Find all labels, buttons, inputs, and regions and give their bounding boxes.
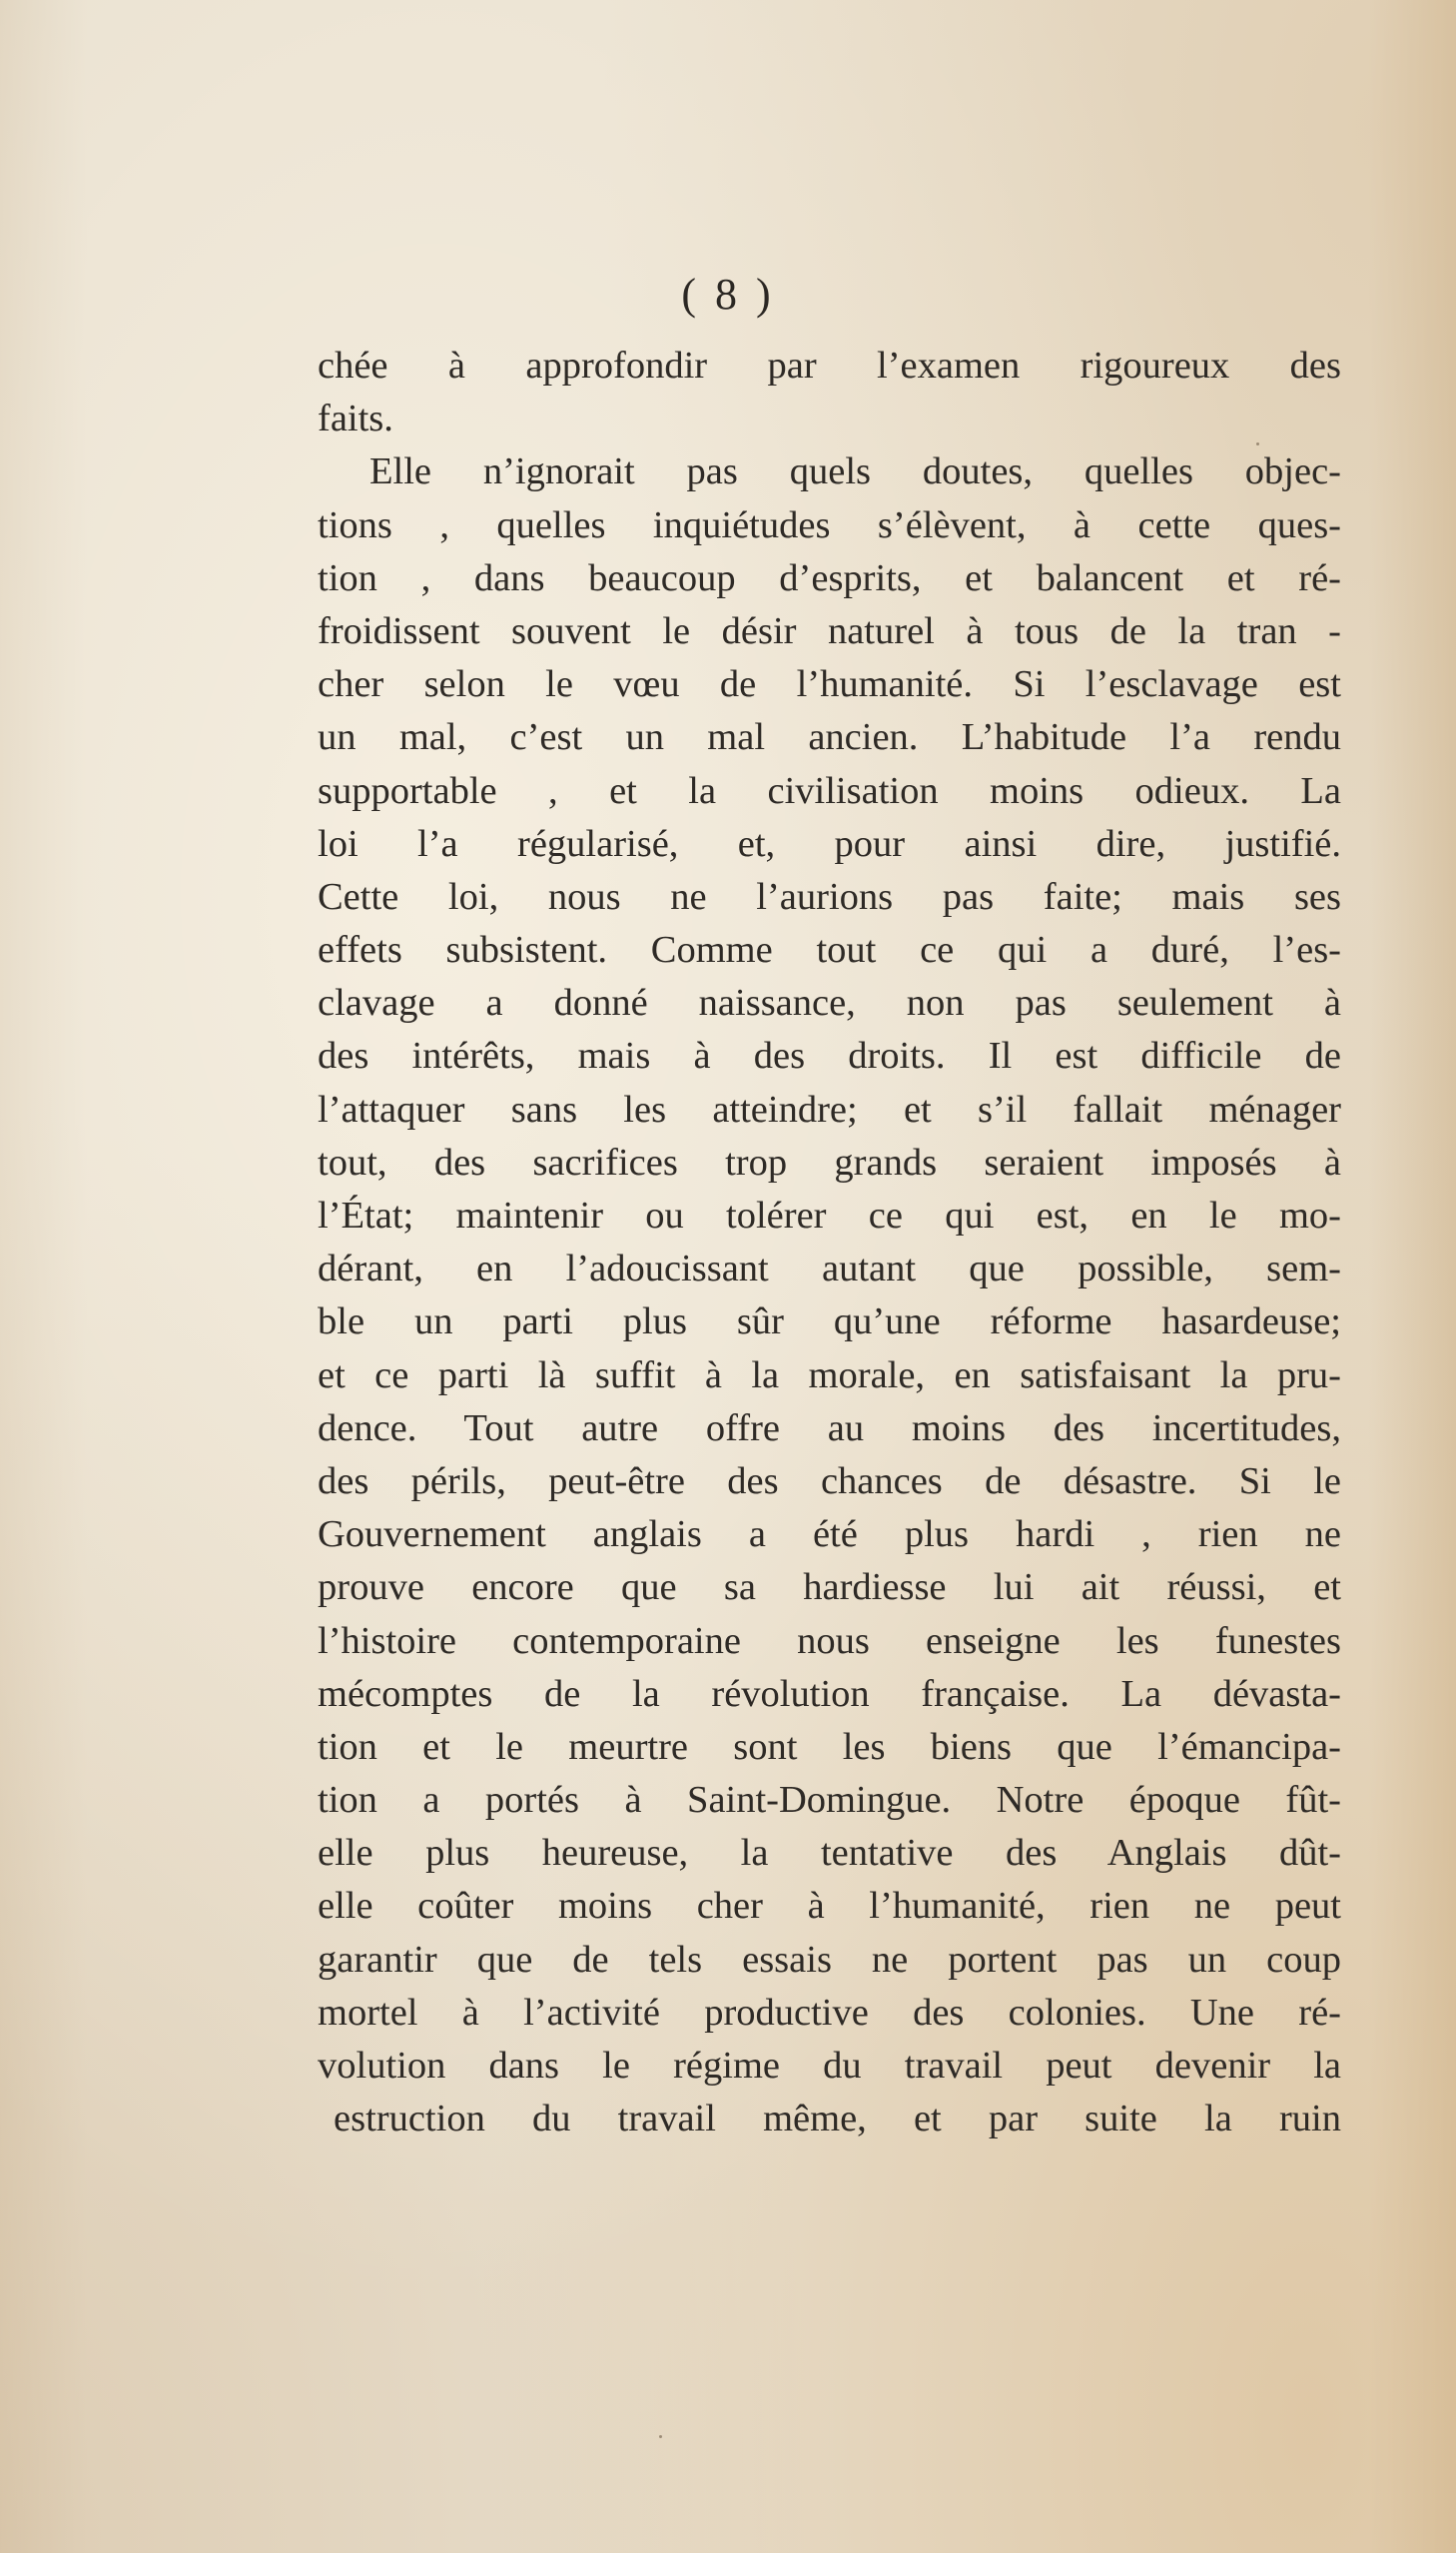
text-line: faits.	[318, 398, 393, 440]
text-line: tion , dans beaucoup d’esprits, et balancent et ré-	[318, 556, 1341, 599]
text-line: elle plus heureuse, la tentative des Anglais dût-	[318, 1832, 1341, 1875]
text-line: effets subsistent. Comme tout ce qui a duré, l’es-	[318, 929, 1341, 972]
text-line: tion et le meurtre sont les biens que l’émancipa-	[318, 1725, 1341, 1768]
paper-speck	[1256, 442, 1259, 445]
text-line-truncated: estruction du travail même, et par suite la ruin	[334, 2098, 1341, 2140]
text-line: Cette loi, nous ne l’aurions pas faite; mais ses	[318, 875, 1341, 918]
text-line: et ce parti là suffit à la morale, en satisfaisant la pru-	[318, 1353, 1341, 1396]
text-line: prouve encore que sa hardiesse lui ait réussi, et	[318, 1566, 1341, 1609]
text-line: loi l’a régularisé, et, pour ainsi dire, justifié.	[318, 822, 1341, 865]
text-line: supportable , et la civilisation moins odieux. La	[318, 769, 1341, 812]
text-line: volution dans le régime du travail peut devenir la	[318, 2045, 1341, 2087]
text-line: tions , quelles inquiétudes s’élèvent, à cette ques-	[318, 503, 1341, 546]
text-line: dence. Tout autre offre au moins des incertitudes,	[318, 1406, 1341, 1449]
text-line: mécomptes de la révolution française. La dévasta-	[318, 1672, 1341, 1715]
text-line: des intérêts, mais à des droits. Il est difficile de	[318, 1035, 1341, 1078]
text-line: clavage a donné naissance, non pas seulement à	[318, 982, 1341, 1025]
text-line: cher selon le vœu de l’humanité. Si l’esclavage est	[318, 663, 1341, 706]
text-line: garantir que de tels essais ne portent pas un coup	[318, 1938, 1341, 1981]
text-line: l’histoire contemporaine nous enseigne les funestes	[318, 1619, 1341, 1662]
text-line: tion a portés à Saint-Domingue. Notre époque fût-	[318, 1779, 1341, 1822]
text-line: elle coûter moins cher à l’humanité, rien ne peut	[318, 1885, 1341, 1928]
paper-speck	[659, 2435, 662, 2438]
paragraph-first-line: Elle n’ignorait pas quels doutes, quelles objec-	[369, 450, 1341, 493]
text-line: ble un parti plus sûr qu’une réforme hasardeuse;	[318, 1300, 1341, 1343]
text-line: un mal, c’est un mal ancien. L’habitude l’a rendu	[318, 716, 1341, 759]
text-line: des périls, peut-être des chances de désastre. Si le	[318, 1459, 1341, 1502]
text-line: Gouvernement anglais a été plus hardi , rien ne	[318, 1513, 1341, 1556]
text-line: tout, des sacrifices trop grands seraient imposés à	[318, 1141, 1341, 1184]
text-line: l’attaquer sans les atteindre; et s’il fallait ménager	[318, 1088, 1341, 1131]
text-line: mortel à l’activité productive des colonies. Une ré-	[318, 1991, 1341, 2034]
body-text	[318, 340, 1341, 2145]
page-number: ( 8 )	[681, 270, 775, 319]
text-line: l’État; maintenir ou tolérer ce qui est, en le mo-	[318, 1195, 1341, 1237]
text-line: dérant, en l’adoucissant autant que possible, sem-	[318, 1248, 1341, 1290]
text-line: froidissent souvent le désir naturel à tous de la tran -	[318, 609, 1341, 652]
text-line: chée à approfondir par l’examen rigoureux des	[318, 345, 1341, 387]
